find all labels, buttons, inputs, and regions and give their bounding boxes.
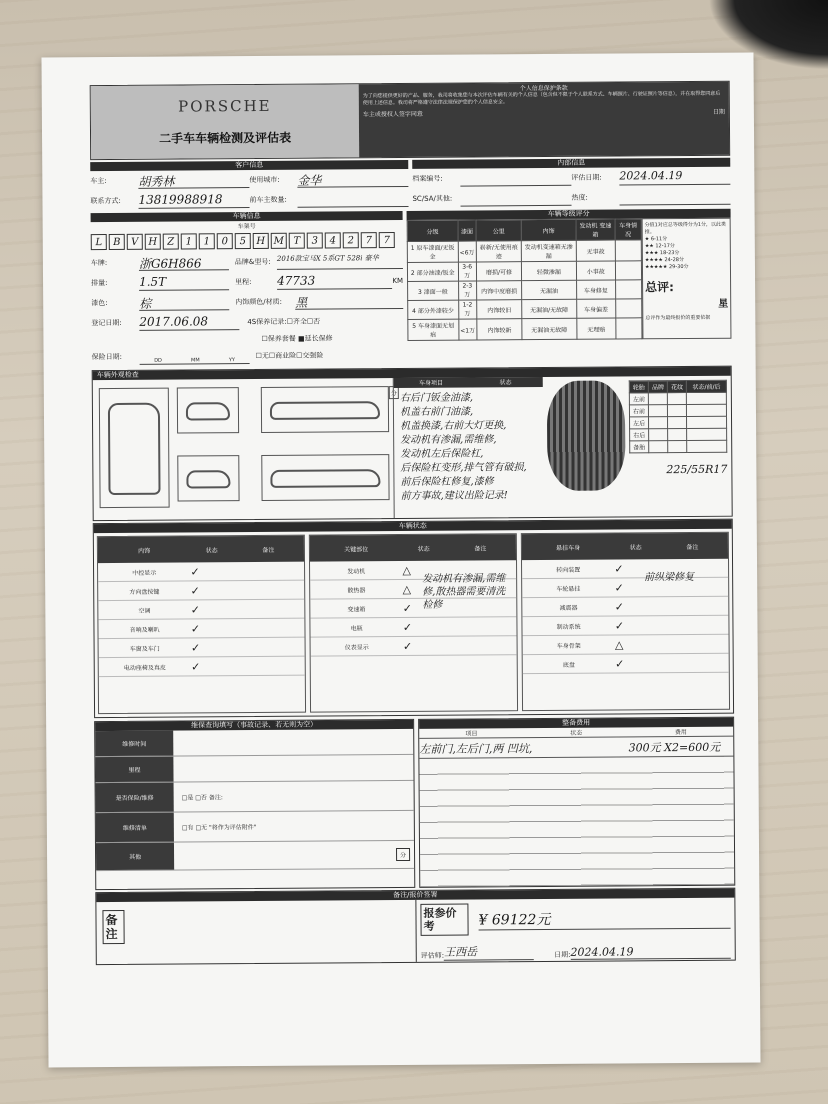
status-row xyxy=(99,657,305,677)
price-label: 报参价考 xyxy=(420,904,468,936)
porsche-logo: PORSCHE xyxy=(178,96,272,116)
vin-char-box[interactable]: 5 xyxy=(235,233,251,249)
remark-label: 备注 xyxy=(102,910,124,944)
dd-label: DD xyxy=(154,357,162,364)
grade-header-cell: 内饰 xyxy=(521,219,576,240)
footer-title: 备注/报价签署 xyxy=(96,889,734,902)
tire-header-cell: 花纹 xyxy=(668,381,687,393)
vin-char-box[interactable]: M xyxy=(271,233,287,249)
status-group-title: 内饰 xyxy=(138,547,151,555)
vin-char-box[interactable]: 4 xyxy=(325,232,341,248)
grade-cell: 无理赔 xyxy=(576,318,615,339)
maint-none-label: 否 xyxy=(313,317,321,326)
status-row xyxy=(98,619,304,639)
status-check[interactable]: △ xyxy=(614,637,624,652)
grade-cell: 5 车身漆面无划痕 xyxy=(408,319,459,340)
star-legend-item: ★ 6-11分 xyxy=(644,236,668,243)
grade-cell: 内饰较新 xyxy=(477,319,522,340)
tire-cell[interactable] xyxy=(687,428,727,440)
status-item-label: 车窗及车门 xyxy=(129,645,160,653)
tire-position: 右后 xyxy=(630,429,649,441)
status-item-label: 仪表显示 xyxy=(344,643,369,651)
grade-row xyxy=(408,318,642,341)
exterior-title: 车辆外观检查 xyxy=(93,367,731,380)
sc-label: SC/SA/其他: xyxy=(412,194,453,203)
status-item-label: 方向盘按键 xyxy=(129,588,160,596)
owner-label: 车主: xyxy=(90,177,107,186)
status-column xyxy=(97,535,306,714)
form-header xyxy=(90,81,731,160)
grade-cell: 车身修复 xyxy=(576,280,615,299)
star-legend-item: ★★★★ 24-28分 xyxy=(644,257,684,264)
maintenance-value[interactable]: □是 □否 备注: xyxy=(181,794,223,802)
grade-cell: 无漏油/无故障 xyxy=(522,299,577,318)
total-label: 总评: xyxy=(645,280,674,295)
prev-owners-field[interactable] xyxy=(297,191,408,208)
tire-position: 左后 xyxy=(630,417,649,429)
maint-label: 4S保养记录: xyxy=(247,317,287,327)
reg-date-label: 登记日期: xyxy=(91,318,122,328)
stars-note: 分值1对应总等级得分为1分，以此类推。 xyxy=(644,221,727,236)
status-check[interactable]: ✓ xyxy=(614,580,624,595)
displacement-field[interactable]: 1.5T xyxy=(139,274,229,291)
prev-owners-label: 前车主数量: xyxy=(249,195,287,205)
footer-date-field[interactable]: 2024.04.19 xyxy=(570,945,730,960)
prep-blank-rows xyxy=(419,757,734,887)
grade-title: 车辆等级评分 xyxy=(407,209,731,220)
vin-char-box[interactable]: L xyxy=(91,234,107,250)
status-column xyxy=(309,533,518,712)
maintenance-score-box[interactable]: 分 xyxy=(396,848,410,861)
form-title: 二手车车辆检测及评估表 xyxy=(158,130,292,146)
status-row xyxy=(522,616,728,636)
vin-boxes xyxy=(91,232,403,250)
status-title: 车辆状态 xyxy=(94,520,732,533)
grade-row xyxy=(407,261,641,282)
maint-full-label: 齐全 xyxy=(292,317,307,326)
status-row xyxy=(523,654,729,674)
grade-cell: 轻微渗漏 xyxy=(522,261,577,280)
vin-char-box[interactable]: H xyxy=(253,233,269,249)
evaluation-form-paper xyxy=(41,53,760,1068)
grade-cell: 内饰中度磨损 xyxy=(477,281,522,300)
grade-cell: 发动机变速箱无渗漏 xyxy=(521,240,576,261)
file-no-label: 档案编号: xyxy=(412,174,443,183)
tire-row xyxy=(629,392,726,405)
status-state-title: 状态 xyxy=(417,545,430,553)
star-legend-item: ★★★ 18-23分 xyxy=(644,250,680,257)
status-group-title: 关键部位 xyxy=(344,545,369,553)
city-label: 使用城市: xyxy=(249,175,280,185)
grade-cell xyxy=(616,299,642,318)
prep-item-header: 项目 xyxy=(465,730,478,738)
maint-full-checkbox[interactable]: ☐ xyxy=(286,317,293,326)
exterior-note-line: 前方事故,建议出险记录! xyxy=(400,490,508,503)
internal-section xyxy=(412,158,730,209)
status-row xyxy=(99,638,305,658)
maintenance-label: 里程 xyxy=(95,757,173,783)
status-state-title: 状态 xyxy=(205,546,218,554)
internal-title: 内部信息 xyxy=(412,158,730,169)
tire-header-cell: 轮胎 xyxy=(629,381,648,393)
customer-section xyxy=(90,160,408,211)
vehicle-section xyxy=(91,211,404,367)
grade-cell xyxy=(616,318,642,339)
maintenance-row xyxy=(96,811,414,843)
grade-cell: 无漏油 xyxy=(522,280,577,299)
mm-label: MM xyxy=(191,357,200,364)
grade-cell: <6万 xyxy=(458,241,477,262)
status-check[interactable]: ✓ xyxy=(615,656,625,671)
eval-date-label: 评估日期: xyxy=(571,173,602,182)
status-item-label: 发动机 xyxy=(347,567,366,575)
prep-cost[interactable]: 300元 X2=600元 xyxy=(628,740,721,754)
consent-date-label: 日期 xyxy=(712,108,725,116)
logo-box xyxy=(91,84,360,159)
grade-cell: 1-2万 xyxy=(458,300,477,319)
plate-label: 车牌: xyxy=(90,259,108,268)
exterior-note-line: 右后门钣金油漆, xyxy=(399,392,474,405)
exterior-note-line: 发动机左后保险杠, xyxy=(400,448,484,461)
maintenance-value[interactable] xyxy=(174,841,414,870)
status-check[interactable]: ✓ xyxy=(402,639,413,653)
status-check[interactable]: ✓ xyxy=(402,620,413,634)
sc-field[interactable] xyxy=(460,190,571,207)
prep-item[interactable]: 左前门,左后门,两 凹坑, xyxy=(419,741,533,756)
vin-char-box[interactable]: B xyxy=(109,234,125,250)
tire-cell[interactable] xyxy=(649,429,668,441)
tire-cell[interactable] xyxy=(687,392,727,404)
star-unit: 星 xyxy=(718,298,729,310)
exterior-note-line: 机盖右前门油漆, xyxy=(399,406,474,419)
status-check[interactable]: ✓ xyxy=(190,621,201,635)
ext-warranty-label: 延长保修 xyxy=(304,334,333,343)
body-item-header: 车身项目 xyxy=(418,379,444,387)
exterior-section xyxy=(92,366,733,521)
vin-char-box[interactable]: H xyxy=(145,234,161,250)
status-check[interactable]: ✓ xyxy=(190,640,201,654)
status-state-title: 状态 xyxy=(629,543,642,551)
tire-cell[interactable] xyxy=(668,393,687,405)
grade-cell: 车身偏差 xyxy=(576,299,615,318)
reg-date-field[interactable]: 2017.06.08 xyxy=(139,314,239,331)
status-check[interactable]: ✓ xyxy=(614,599,624,614)
grade-cell: 4 部分外漆较少 xyxy=(408,300,459,319)
file-no-field[interactable] xyxy=(460,170,571,187)
prep-section xyxy=(418,717,735,888)
star-legend-item: ★★★★★ 29-30分 xyxy=(644,263,689,271)
status-item-label: 电动座椅及真皮 xyxy=(123,664,166,672)
grade-section xyxy=(407,209,732,365)
status-remark: 发动机有渗漏,需维修,散热器需要清洗检修 xyxy=(422,573,506,611)
tire-cell[interactable] xyxy=(649,441,668,453)
prep-title: 整备费用 xyxy=(419,718,733,729)
status-item-label: 车轮悬挂 xyxy=(556,585,581,593)
mileage-field[interactable]: 47733 xyxy=(277,273,392,290)
plate-field[interactable]: 浙G6H866 xyxy=(139,254,229,271)
vin-char-box[interactable]: Z xyxy=(163,234,179,250)
maintenance-label: 其他 xyxy=(96,843,174,871)
stars-legend xyxy=(645,235,728,271)
privacy-text: 为了向您提供更好的产品、服务，我司将收集您与本次评估车辆有关的个人信息（包含但不限于个人联系方式、车辆照片、行驶证照片等信息），并在取得您同意后使用上述信息。我司将严格遵守法律法规保护您的个人信息安全。 xyxy=(362,90,721,107)
tire-header-cell: 品牌 xyxy=(648,381,667,393)
tire-position: 备胎 xyxy=(630,441,649,453)
exterior-note-line: 发动机有渗漏,需维修, xyxy=(400,434,497,447)
tire-row xyxy=(629,404,726,417)
car-right-view xyxy=(261,386,389,433)
phone-field[interactable]: 13819988918 xyxy=(138,192,249,209)
status-check[interactable]: ✓ xyxy=(190,602,200,616)
status-column xyxy=(521,532,730,711)
status-note-title: 备注 xyxy=(262,546,275,554)
status-row xyxy=(98,581,304,601)
status-section xyxy=(93,519,734,718)
status-check[interactable]: ✓ xyxy=(190,564,200,578)
color-label: 漆色: xyxy=(91,299,108,308)
vin-label: 车架号 xyxy=(237,223,256,231)
prep-state-header: 状态 xyxy=(570,729,583,737)
tire-cell[interactable] xyxy=(649,405,668,417)
tire-cell[interactable] xyxy=(668,440,687,452)
exterior-score-box[interactable]: 分 xyxy=(389,386,399,399)
grade-header-cell: 车身情况 xyxy=(615,219,641,240)
footer-section xyxy=(95,888,735,965)
grade-cell: 小事故 xyxy=(576,261,615,280)
maintenance-section xyxy=(94,719,415,890)
status-row xyxy=(98,562,304,582)
status-item-label: 电瓶 xyxy=(350,624,363,632)
vin-char-box[interactable]: 0 xyxy=(217,233,233,249)
footer-date-label: 日期: xyxy=(554,950,571,959)
tire-cell[interactable] xyxy=(668,429,687,441)
grade-cell: 无漏油无故障 xyxy=(522,318,577,339)
status-check[interactable]: △ xyxy=(402,563,411,577)
exterior-note-line: 机盖换漆,右前大灯更换, xyxy=(400,420,507,433)
grade-header-cell: 公里 xyxy=(476,220,521,241)
body-state-header: 状态 xyxy=(499,379,512,387)
ext-warranty-checkbox[interactable]: ■ xyxy=(297,334,305,343)
vin-char-box[interactable]: 2 xyxy=(343,232,359,248)
status-item-label: 变速箱 xyxy=(347,605,366,613)
grade-row xyxy=(407,240,641,263)
grade-cell: 1 原车漆面/无钣金 xyxy=(407,241,458,262)
status-row xyxy=(310,617,516,637)
source-field[interactable] xyxy=(619,189,730,206)
car-top-view xyxy=(99,388,170,508)
tire-row xyxy=(630,416,727,429)
car-front-view xyxy=(177,455,239,501)
ins-none-checkbox[interactable]: ☐ xyxy=(255,351,262,361)
consent-label: 车主或授权人签字同意 xyxy=(362,110,423,119)
maintenance-label: 维修时间 xyxy=(95,731,173,757)
insurance-label: 保险日期: xyxy=(91,352,122,362)
grade-header-cell: 漆面 xyxy=(458,220,477,241)
city-field[interactable]: 金华 xyxy=(297,171,408,188)
exterior-note-line: 前后保险杠修复,漆修 xyxy=(400,476,494,489)
mileage-label: 里程: xyxy=(235,278,252,287)
total-note: 总评作为最终报价的重要依据 xyxy=(645,314,711,322)
status-check[interactable]: △ xyxy=(402,582,412,596)
status-item-label: 中控显示 xyxy=(132,569,157,577)
maintenance-value[interactable]: □有 □无 "将作为评估附件" xyxy=(181,824,257,832)
displacement-label: 排量: xyxy=(91,279,108,288)
mileage-unit: KM xyxy=(392,276,404,286)
grade-header-cell: 发动机 变速箱 xyxy=(576,219,615,240)
vin-char-box[interactable]: 3 xyxy=(307,233,323,249)
grade-cell: 无事故 xyxy=(576,240,615,261)
status-row xyxy=(523,635,729,655)
car-left-view xyxy=(261,454,389,501)
vin-char-box[interactable]: 7 xyxy=(361,232,377,248)
exterior-note-line: 后保险杠变形,排气管有破损, xyxy=(400,462,527,475)
exterior-handwritten-notes xyxy=(400,391,561,504)
maintenance-row xyxy=(95,755,413,783)
grade-cell: 3-6万 xyxy=(458,262,477,281)
interior-label: 内饰颜色/材质: xyxy=(235,297,282,307)
appraiser-field[interactable]: 王西岳 xyxy=(444,943,534,961)
interior-field[interactable]: 黑 xyxy=(295,293,403,310)
yy-label: YY xyxy=(228,357,235,364)
status-group-title: 悬挂车身 xyxy=(556,544,581,552)
warranty-checkbox[interactable]: ☐ xyxy=(261,334,268,343)
vin-char-box[interactable]: 1 xyxy=(181,233,197,249)
vin-char-box[interactable]: T xyxy=(289,233,305,249)
status-check[interactable]: ✓ xyxy=(191,659,201,673)
star-legend-item: ★★ 12-17分 xyxy=(644,243,675,250)
privacy-title: 个人信息保护条款 xyxy=(519,84,568,93)
tire-position: 右前 xyxy=(629,405,648,417)
maintenance-value[interactable] xyxy=(173,729,413,756)
status-item-label: 车身骨架 xyxy=(556,642,581,650)
grade-row xyxy=(408,280,642,301)
maintenance-label: 是否保险/维修 xyxy=(96,783,174,813)
status-item-label: 音响及喇叭 xyxy=(129,626,160,634)
ins-compulsory-checkbox[interactable]: ☐ xyxy=(296,351,303,360)
vin-char-box[interactable]: 1 xyxy=(199,233,215,249)
maintenance-row xyxy=(96,781,414,813)
grade-cell: 崭新/无使用痕迹 xyxy=(476,241,521,262)
appraiser-label: 评估师: xyxy=(420,951,445,960)
form-sheet xyxy=(90,81,736,965)
status-item-label: 减震器 xyxy=(559,604,578,612)
prep-cost-header: 费用 xyxy=(674,729,687,737)
status-check[interactable]: ✓ xyxy=(614,618,625,633)
tire-cell[interactable] xyxy=(687,404,727,416)
status-row xyxy=(311,636,517,656)
status-note-title: 备注 xyxy=(686,543,699,551)
status-item-label: 转向装置 xyxy=(556,566,581,574)
ins-compulsory-label: 交强险 xyxy=(302,351,324,360)
grade-row xyxy=(408,299,642,320)
phone-label: 联系方式: xyxy=(90,196,121,206)
vin-char-box[interactable]: V xyxy=(127,234,143,250)
tire-cell[interactable] xyxy=(648,393,667,405)
status-row xyxy=(522,597,728,617)
status-item-label: 制动系统 xyxy=(556,623,581,631)
grade-cell: 内饰较旧 xyxy=(477,300,522,319)
status-check[interactable]: ✓ xyxy=(402,601,412,615)
tire-cell[interactable] xyxy=(668,405,687,417)
status-column-header xyxy=(310,534,516,561)
source-label: 热度: xyxy=(571,193,588,202)
tire-row xyxy=(630,440,727,453)
color-field[interactable]: 棕 xyxy=(139,294,229,311)
status-note-title: 备注 xyxy=(474,544,487,552)
status-check[interactable]: ✓ xyxy=(190,583,200,597)
grade-cell xyxy=(615,280,641,299)
grade-cell: 2 部分油漆/钣金 xyxy=(407,262,458,281)
tire-cell[interactable] xyxy=(687,440,727,452)
warranty-label: 保养套餐 xyxy=(267,334,296,343)
eval-date-field[interactable]: 2024.04.19 xyxy=(619,169,730,186)
maint-none-checkbox[interactable]: ☐ xyxy=(306,317,314,326)
status-remark: 前纵梁修复 xyxy=(644,571,695,584)
privacy-box xyxy=(359,82,730,158)
tire-cell[interactable] xyxy=(649,417,668,429)
model-label: 品牌&型号: xyxy=(234,257,271,267)
maintenance-value[interactable] xyxy=(173,755,413,782)
maintenance-title: 维保查询填写（事故记录、若无则为空） xyxy=(95,720,413,731)
status-item-label: 散热器 xyxy=(347,586,366,594)
tire-cell[interactable] xyxy=(668,417,687,429)
status-column-header xyxy=(522,533,728,560)
grade-cell: 2-3万 xyxy=(458,281,477,300)
tire-table xyxy=(629,380,728,454)
ins-commercial-label: 商业险 xyxy=(275,351,297,360)
ins-none-label: 无 xyxy=(261,351,269,360)
grade-cell: 磨损/可修 xyxy=(476,262,521,281)
tire-cell[interactable] xyxy=(687,416,727,428)
customer-title: 客户信息 xyxy=(90,160,408,171)
grade-cell: <1万 xyxy=(458,319,477,340)
maintenance-row xyxy=(96,841,414,871)
status-check[interactable]: ✓ xyxy=(614,561,624,576)
grade-cell: 3 漆面一般 xyxy=(408,281,459,300)
ins-commercial-checkbox[interactable]: ☐ xyxy=(268,351,276,360)
tire-size: 225/55R17 xyxy=(666,462,728,477)
model-field[interactable]: 2016款宝马X 5系GT 528i 豪华 xyxy=(277,253,403,270)
maintenance-row xyxy=(95,729,413,757)
status-item-label: 空调 xyxy=(138,607,151,615)
tire-header-cell: 状态/前/后 xyxy=(687,380,727,392)
grade-cell xyxy=(615,240,641,261)
tire-row xyxy=(630,428,727,441)
status-item-label: 底盘 xyxy=(562,661,575,669)
status-column-header xyxy=(98,536,304,563)
grade-header-cell: 分级 xyxy=(407,220,458,241)
status-row xyxy=(98,600,304,620)
tire-position: 左前 xyxy=(629,393,648,405)
grade-table xyxy=(407,218,643,341)
owner-field[interactable]: 胡秀林 xyxy=(138,172,249,189)
grade-cell xyxy=(615,261,641,280)
vin-char-box[interactable]: 7 xyxy=(379,232,395,248)
maintenance-label: 维修清单 xyxy=(96,813,174,843)
reference-price[interactable]: ¥ 69122元 xyxy=(478,907,730,930)
car-rear-view xyxy=(177,387,239,433)
vehicle-title: 车辆信息 xyxy=(91,211,403,222)
